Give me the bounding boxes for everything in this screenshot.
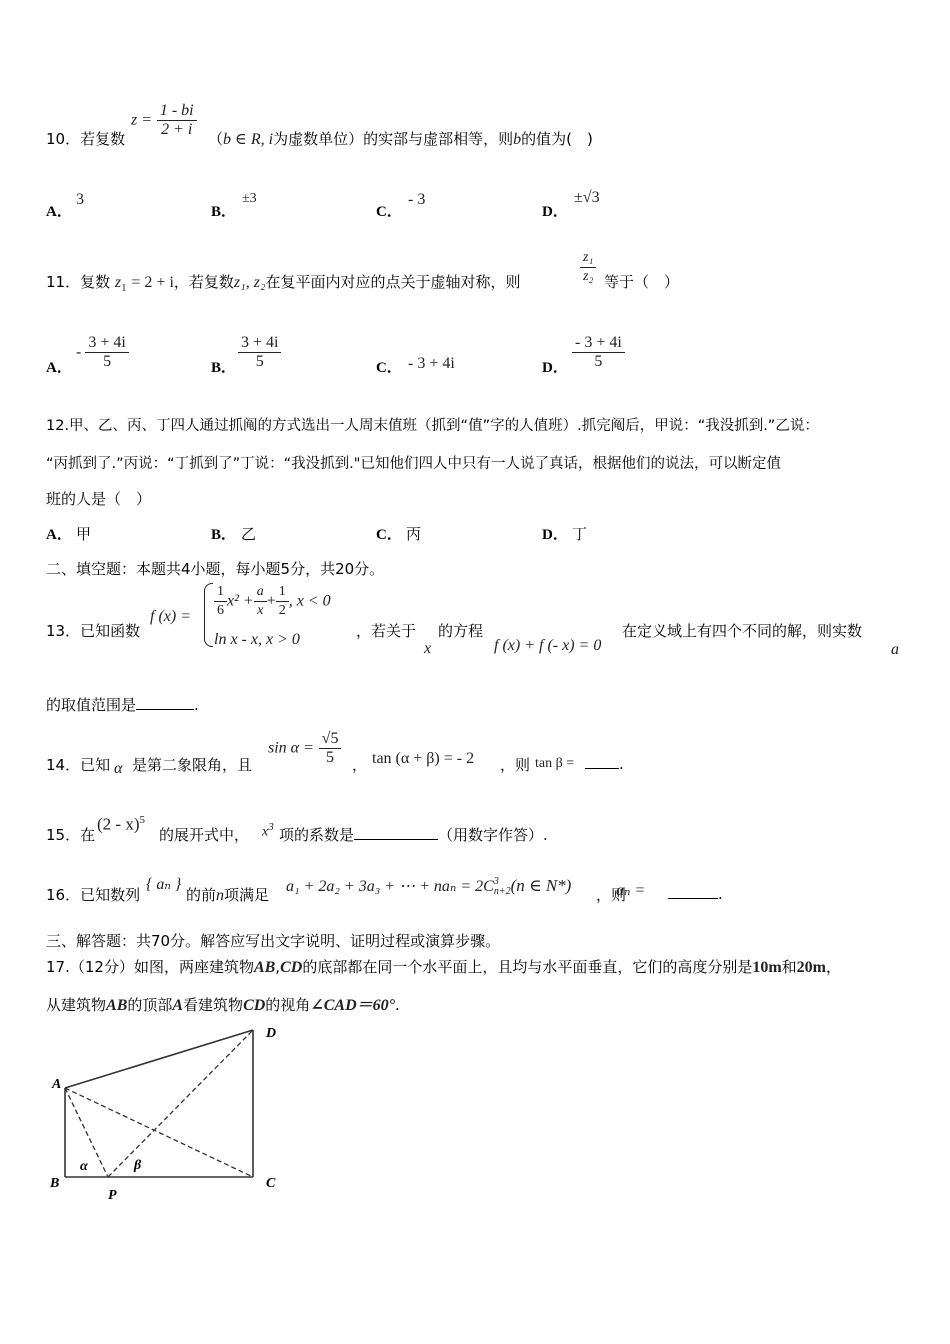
q11-option-d-num: - 3 + 4i [572, 334, 625, 353]
q15-answer-blank[interactable] [354, 825, 438, 840]
q14-end: . [619, 755, 624, 773]
section-2-heading: 二、填空题：本题共4小题，每小题5分，共20分。 [46, 560, 385, 578]
q17-cd-2: CD [243, 997, 266, 1014]
q10-tail: 的值为( ) [521, 130, 593, 148]
q16-mid2: 项满足 [224, 886, 270, 904]
q11-option-d-frac [572, 334, 625, 371]
q17-line2-b: 的顶部 [127, 996, 173, 1014]
q17-and: 和 [781, 958, 797, 976]
q11-option-a-prefix: - [76, 343, 82, 361]
q16-sum-expr: a₁ + 2a₂ + 3a₃ + ⋯ + naₙ = 2C [286, 878, 494, 895]
figure-label-a: A [52, 1077, 62, 1092]
q13-case1-x2: x² + [227, 592, 254, 610]
q11-option-a-value [76, 334, 129, 371]
q12-option-b-label[interactable]: B． [211, 527, 237, 543]
q12-option-a-label[interactable]: A． [46, 527, 72, 543]
figure-label-b: B [50, 1176, 60, 1191]
q14-sin-den: 5 [326, 749, 335, 766]
q15-tail: （用数字作答）. [438, 826, 548, 844]
q14-alpha: α [114, 760, 123, 777]
q16-seq: { aₙ } [146, 876, 182, 893]
q13-case1-den: 6 [217, 603, 224, 618]
q17-a: A [172, 997, 184, 1014]
q13-line-2 [46, 694, 199, 715]
q11-option-b-num: 3 + 4i [238, 334, 281, 353]
q13-case1-x: x [257, 603, 264, 618]
q16-cond: (n ∈ N*) [510, 876, 572, 895]
q13-piecewise [204, 583, 364, 649]
q17-line2-d: 的视角 [265, 996, 311, 1014]
q17-line2-a: 从建筑物 [46, 996, 107, 1014]
q11-option-a-den: 5 [103, 353, 112, 370]
q11-z1-rhs: = 2 + i [131, 274, 174, 291]
q11-option-b-den: 5 [255, 353, 264, 370]
q10-number: 10． [46, 130, 81, 148]
q17-line1-a: 17.（12分）如图，两座建筑物 [46, 958, 254, 976]
q10-option-c-value: - 3 [408, 191, 426, 208]
q11-z12: z₁, z₂ [233, 274, 266, 291]
q13-tail: 在定义域上有四个不同的解，则实数 [622, 622, 863, 640]
q16-mid-wrap [186, 884, 269, 905]
q11-z1-sub: 1 [121, 282, 127, 294]
q15-mid2: 项的系数是 [279, 826, 355, 844]
q14-sin [268, 730, 341, 767]
q15-x3-base: x [262, 824, 269, 840]
q11-mid2: 在复平面内对应的点关于虚轴对称，则 [265, 273, 521, 291]
q17-figure [40, 1015, 300, 1205]
q11-lead: 复数 [80, 273, 111, 291]
q11-option-b-frac [238, 334, 281, 371]
figure-line-ac [65, 1088, 253, 1177]
q11-option-d-den: 5 [594, 353, 603, 370]
q17-h1: 10m [752, 959, 782, 976]
q15-mid: 的展开式中， [159, 826, 250, 844]
q13-line2-end: . [194, 696, 199, 714]
q11-ratio-frac [580, 249, 596, 286]
q10-z-lhs: z = [131, 111, 153, 129]
q11-option-b-label[interactable]: B． [211, 360, 237, 376]
q11-mid: ，若复数 [173, 273, 234, 291]
q16-n-var: n [216, 887, 225, 904]
q14-tan-beta: tan β = [535, 756, 575, 771]
q12-option-d-label[interactable]: D． [542, 527, 568, 543]
q17-line1-end: ， [826, 958, 842, 976]
q10-option-a-value: 3 [76, 191, 84, 208]
q13-case1-half-num: 1 [276, 583, 289, 602]
q11-ratio-den: z₂ [583, 269, 594, 284]
q14-number: 14． [46, 756, 81, 774]
q13-brace [204, 583, 213, 647]
q13-case1-a: a [254, 583, 267, 602]
q10-option-d-label[interactable]: D． [542, 204, 568, 220]
q13-number: 13． [46, 622, 81, 640]
q16-c-sup: 3 [493, 876, 499, 888]
q16-end: . [718, 885, 723, 903]
q10-formula [131, 102, 197, 139]
q11-option-d-value [572, 334, 625, 371]
q10-condition [208, 128, 593, 149]
q10-option-c-label[interactable]: C． [376, 204, 402, 220]
q14-mid: 是第二象限角，且 [132, 756, 253, 774]
q13-case1-num: 1 [214, 583, 227, 602]
q13-line2-text: 的取值范围是 [46, 696, 137, 714]
q10-paren: （ [208, 130, 224, 148]
q15-expr-exp: 5 [139, 814, 145, 826]
q16-c-sub: n+2 [493, 886, 511, 898]
q13-case-2: ln x - x, x > 0 [214, 631, 300, 648]
q13-case-1 [214, 583, 331, 620]
q11-option-c-label[interactable]: C． [376, 360, 402, 376]
q14-stem [46, 754, 110, 775]
figure-label-d: D [266, 1026, 277, 1041]
q10-option-a-label[interactable]: A． [46, 204, 72, 220]
q16-number: 16． [46, 886, 81, 904]
q11-stem [46, 271, 521, 294]
q11-z1: z [114, 274, 122, 291]
q14-sin-num: √5 [319, 730, 342, 749]
q10-option-b-label[interactable]: B． [211, 204, 237, 220]
q11-ratio-num: z₁ [580, 249, 596, 268]
q13-lead: 已知函数 [80, 622, 141, 640]
q15-stem [46, 824, 95, 845]
q14-answer-blank[interactable] [585, 754, 619, 769]
q12-option-c-label[interactable]: C． [376, 527, 402, 543]
q10-lead: 若复数 [80, 130, 126, 148]
q10-stem [46, 128, 125, 149]
q17-line-1 [46, 956, 841, 977]
q11-tail: 等于（ ） [604, 273, 680, 291]
q10-frac-num: 1 - bi [157, 102, 197, 121]
q12-line-3: 班的人是（ ） [46, 490, 152, 508]
q15-expr-base: (2 - x) [97, 814, 140, 834]
q12-option-a-value: 甲 [76, 525, 92, 543]
q10-cond-math: b ∈ R, i [223, 131, 274, 148]
q17-line-2 [46, 992, 400, 1015]
q12-option-b-value: 乙 [241, 525, 257, 543]
figure-label-alpha: α [80, 1159, 88, 1174]
q17-angle: ∠CAD＝60° [310, 997, 396, 1014]
q17-line2-c: 看建筑物 [183, 996, 244, 1014]
q12-line-1: 12.甲、乙、丙、丁四人通过抓阄的方式选出一人周末值班（抓到“值”字的人值班）.抓完阄后，甲说：“我没抓到.”乙说： [46, 418, 819, 434]
q13-equation: f (x) + f (- x) = 0 [494, 637, 602, 654]
q14-comma: ， [352, 756, 368, 774]
q11-option-a-num: 3 + 4i [85, 334, 128, 353]
q15-x3 [262, 821, 274, 841]
q12-line-2: “丙抓到了.”丙说：“丁抓到了”丁说：“我没抓到."已知他们四人中只有一人说了真话，根据他们的说法，可以断定值 [46, 456, 781, 472]
q13-mid2: 的方程 [438, 622, 484, 640]
q15-x3-exp: 3 [268, 821, 274, 833]
q17-ab: AB [253, 959, 276, 976]
q17-h2: 20m [796, 959, 826, 976]
q16-lead: 已知数列 [80, 886, 141, 904]
q16-stem [46, 884, 140, 905]
q11-option-a-label[interactable]: A． [46, 360, 72, 376]
q13-stem [46, 620, 140, 641]
q13-mid: ，若关于 [356, 622, 417, 640]
q11-option-c-value: - 3 + 4i [408, 355, 455, 372]
q11-option-b-value [238, 334, 281, 371]
q13-x-var: x [424, 640, 432, 657]
q15-expr [97, 814, 145, 835]
q10-option-b-value: ±3 [242, 191, 257, 206]
q17-cd: CD [280, 959, 303, 976]
q14-tan-expr: tan (α + β) = - 2 [372, 750, 475, 767]
q16-mid: 的前 [186, 886, 217, 904]
figure-label-beta: β [134, 1158, 142, 1173]
q12-option-c-value: 丙 [406, 525, 422, 543]
q15-lead: 在 [80, 826, 96, 844]
q13-a-var: a [891, 641, 899, 658]
q13-case1-cond: , x < 0 [288, 592, 331, 610]
q16-an: aₙ = [616, 882, 646, 899]
q14-sin-lhs: sin α = [268, 739, 314, 757]
q12-option-d-value: 丁 [572, 525, 588, 543]
q13-answer-blank[interactable] [136, 695, 194, 710]
q17-line2-end: . [395, 996, 400, 1014]
q10-b-var: b [513, 131, 522, 148]
q10-fraction [157, 102, 197, 139]
q13-case1-half-den: 2 [278, 603, 286, 618]
q17-ab-2: AB [106, 997, 128, 1014]
section-3-heading: 三、解答题：共70分。解答应写出文字说明、证明过程或演算步骤。 [46, 932, 501, 950]
q17-comma: , [275, 958, 281, 976]
q16-answer-blank[interactable] [668, 884, 718, 899]
q10-option-d-value: ±√3 [574, 189, 600, 206]
q16-sum [286, 876, 571, 897]
q14-answer [585, 754, 624, 773]
q10-cond-text: 为虚数单位）的实部与虚部相等，则 [273, 130, 514, 148]
q13-fx: f (x) = [150, 608, 191, 625]
figure-line-ad [65, 1030, 253, 1088]
q11-ratio [580, 249, 596, 286]
q16-mid3: ，则 [596, 886, 627, 904]
q13-case1-plus: + [266, 592, 276, 610]
q14-lead: 已知 [80, 756, 111, 774]
q10-frac-den: 2 + i [161, 121, 193, 138]
figure-label-c: C [266, 1176, 276, 1191]
q11-option-a-frac [85, 334, 128, 371]
q15-number: 15． [46, 826, 81, 844]
q17-line1-b: 的底部都在同一个水平面上，且均与水平面垂直，它们的高度分别是 [302, 958, 753, 976]
q16-answer [668, 884, 723, 903]
q11-option-d-label[interactable]: D． [542, 360, 568, 376]
q11-number: 11． [46, 273, 81, 291]
q14-mid2: ，则 [500, 756, 531, 774]
figure-label-p: P [108, 1188, 117, 1203]
q15-mid2-wrap [279, 824, 548, 845]
